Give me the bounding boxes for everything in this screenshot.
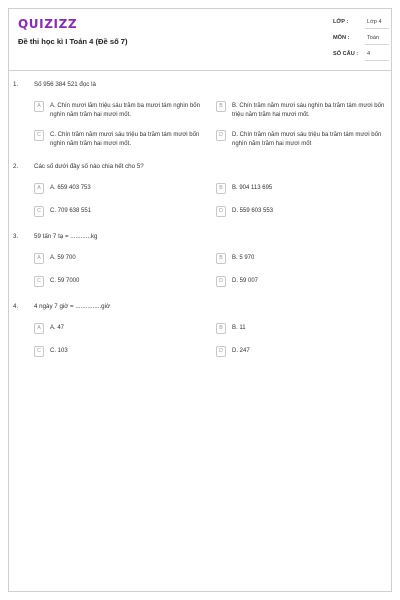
option-letter-box: A	[34, 101, 44, 112]
question-number: 3.	[13, 233, 19, 240]
meta-label: SỐ CÂU :	[333, 51, 359, 57]
worksheet-title: Đề thi học kì I Toán 4 (Đề số 7)	[18, 37, 128, 46]
question-text: Số 956 384 521 đọc là	[34, 81, 96, 88]
question-number: 4.	[13, 303, 19, 310]
option-letter-box: A	[34, 323, 44, 334]
worksheet	[8, 8, 392, 592]
question-text: 4 ngày 7 giờ = ...............giờ	[34, 303, 111, 310]
question-number: 1.	[13, 81, 19, 88]
option-text: C. 709 638 551	[50, 208, 92, 214]
option-letter-box: B	[216, 253, 226, 264]
option-text: C. 103	[50, 348, 68, 354]
question-text: Các số dưới đây số nào chia hết cho 5?	[34, 163, 144, 170]
option-text: D. 247	[232, 348, 250, 354]
option-letter-box: D	[216, 276, 226, 287]
option-text: C. 59 7000	[50, 278, 80, 284]
option-text: A. 47	[50, 325, 65, 331]
option-text: D. 559 603 553	[232, 208, 274, 214]
worksheet-header	[9, 9, 391, 71]
option-letter-box: C	[34, 206, 44, 217]
meta-value: 4	[365, 51, 389, 61]
option-text: B. 11	[232, 325, 246, 331]
meta-label: MÔN :	[333, 35, 350, 41]
meta-value: Toán	[365, 35, 389, 45]
option-letter-box: C	[34, 276, 44, 287]
option-letter-box: B	[216, 323, 226, 334]
option-text: A. Chín mươi lăm triệu sáu trăm ba mươi tám nghìn bốn nghìn năm trăm hai mươi mốt.	[50, 103, 200, 118]
option-text: B. Chín trăm năm mươi sáu nghìn ba trăm tám mươi bốn triệu năm trăm hai mươi mốt.	[232, 103, 385, 118]
option-text: B. 904 113 695	[232, 185, 273, 191]
option-letter-box: A	[34, 253, 44, 264]
option-text: A. 59 700	[50, 255, 76, 261]
option-letter-box: D	[216, 130, 226, 141]
question-text: 59 tấn 7 tạ = ............kg	[34, 233, 98, 240]
meta-label: LỚP :	[333, 19, 349, 25]
option-letter-box: D	[216, 346, 226, 357]
quizizz-logo: QUIZIZZ	[18, 17, 78, 31]
option-text: B. 5 970	[232, 255, 255, 261]
option-text: C. Chín trăm năm mươi sáu triệu ba trăm tám mươi bốn nghìn năm trăm hai mươi mốt.	[50, 132, 200, 147]
option-text: D. 59 007	[232, 278, 259, 284]
option-letter-box: D	[216, 206, 226, 217]
option-letter-box: C	[34, 346, 44, 357]
question-number: 2.	[13, 163, 19, 170]
meta-row-subject	[333, 31, 389, 45]
option-letter-box: C	[34, 130, 44, 141]
meta-row-question-count	[333, 47, 389, 61]
option-text: D. Chín trăm năm mươi sáu triệu ba trăm tám mươi bốn nghìn năm trăm hai mươi mốt	[232, 132, 382, 147]
meta-row-grade	[333, 15, 389, 29]
meta-value: Lớp 4	[365, 19, 389, 29]
option-letter-box: B	[216, 183, 226, 194]
option-letter-box: B	[216, 101, 226, 112]
option-text: A. 659 403 753	[50, 185, 91, 191]
option-letter-box: A	[34, 183, 44, 194]
